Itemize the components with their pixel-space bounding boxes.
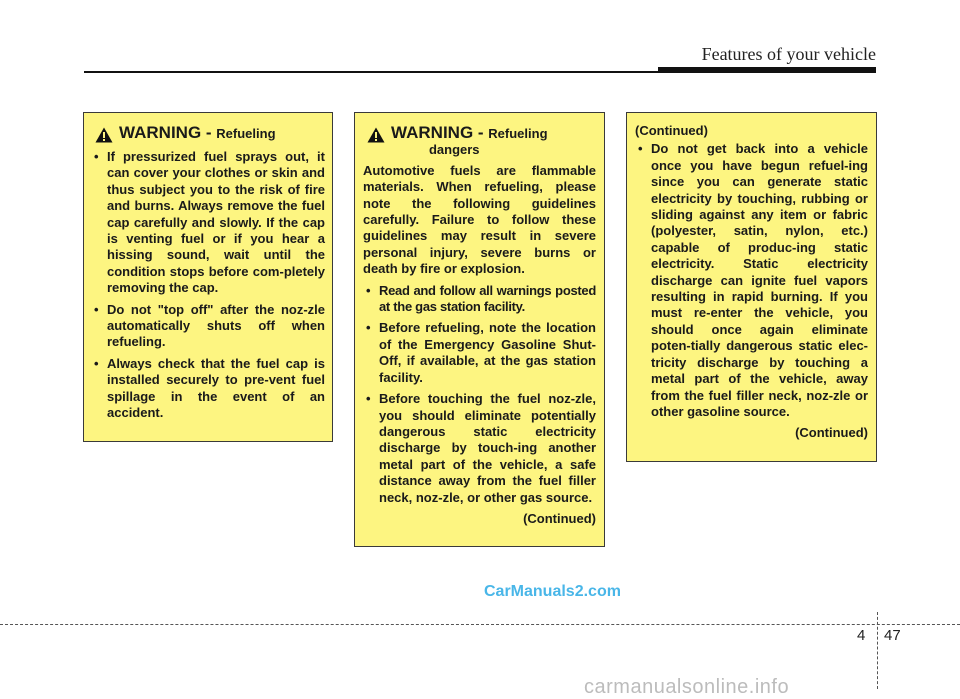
warning-box-refueling-dangers — [354, 112, 605, 547]
warning-topic: Refueling — [488, 126, 548, 141]
list-item: • Always check that the fuel cap is installed securely to pre-vent fuel spillage in the event of an accident. — [91, 356, 325, 422]
continued-note: (Continued) — [795, 425, 868, 441]
warning-triangle-icon — [367, 127, 385, 143]
footer-divider — [0, 624, 960, 625]
list-item: • Before refueling, note the location of the Emergency Gasoline Shut-Off, if available, at the gas station facility. — [363, 320, 596, 386]
warning-box-refueling — [83, 112, 333, 442]
warning-label: WARNING - — [391, 123, 489, 142]
warning-heading — [91, 125, 325, 143]
header-rule — [84, 71, 664, 73]
list-item: • Do not get back into a vehicle once you have begun refuel-ing since you can generate static electricity by touching, rubbing or sliding against any item or fabric (polyester, satin, nylon, etc.) capable of produc-ing static electricity. Static electricity discharge can ignite fuel vapors resulting in rapid burning. If you must re-enter the vehicle, you should once again eliminate poten-tially dangerous static elec-tricity discharge by touching a metal part of the vehicle, away from the fuel filler neck, noz-zle or other gasoline source. — [635, 141, 868, 420]
section-title: Features of your vehicle — [701, 44, 876, 64]
warning-label: WARNING - — [119, 123, 217, 142]
watermark-link[interactable]: CarManuals2.com — [484, 583, 621, 600]
chapter-number: 4 — [857, 627, 866, 644]
page-number: 47 — [884, 627, 901, 644]
list-item: • If pressurized fuel sprays out, it can cover your clothes or skin and thus subject you to the risk of fire and burns. Always remove the fuel cap carefully and slowly. If the cap is venting fuel or if you hear a hissing sound, wait until the condition stops before com-pletely removing the cap. — [91, 149, 325, 297]
header-rule-accent — [658, 67, 876, 73]
warning-intro: Automotive fuels are flammable materials. When refueling, please note the following guidelines carefully. Failure to follow these guidelines may result in severe personal injury, severe burns or death by fire or explosion. — [363, 162, 596, 277]
continued-note: (Continued) — [523, 510, 596, 526]
warning-topic-line2: dangers — [428, 142, 480, 158]
warning-heading — [363, 125, 596, 159]
warning-list — [635, 141, 868, 420]
warning-list — [363, 283, 596, 506]
warning-triangle-icon — [95, 127, 113, 143]
footer-page-divider — [877, 612, 878, 689]
continued-note: (Continued) — [635, 123, 708, 138]
warning-box-continued — [626, 112, 877, 462]
warning-list — [91, 149, 325, 422]
warning-topic: Refueling — [216, 126, 276, 141]
list-item: • Read and follow all warnings posted at the gas station facility. — [363, 283, 596, 316]
list-item: • Before touching the fuel noz-zle, you should eliminate potentially dangerous static electricity discharge by touch-ing another metal part of the vehicle, a safe distance away from the fuel filler neck, noz-zle, or other gas source. — [363, 391, 596, 506]
list-item: • Do not "top off" after the noz-zle automatically shuts off when refueling. — [91, 302, 325, 351]
site-watermark: carmanualsonline.info — [584, 676, 790, 698]
